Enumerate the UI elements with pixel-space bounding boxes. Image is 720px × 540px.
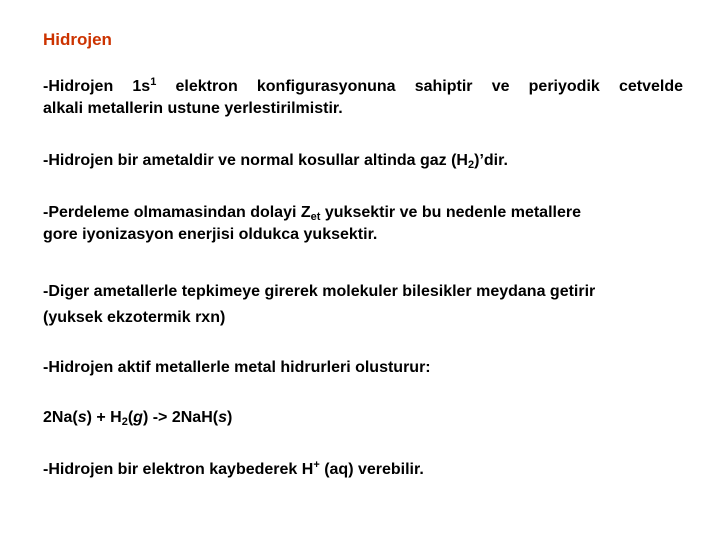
subscript: 2 bbox=[121, 416, 128, 428]
text: yuksektir ve bu nedenle metallere bbox=[320, 204, 581, 221]
line bbox=[43, 76, 683, 98]
subscript: et bbox=[310, 211, 321, 223]
paragraph-nonmetal bbox=[43, 150, 683, 172]
paragraph-hydrogen-config bbox=[43, 76, 683, 120]
text: 2Na( bbox=[43, 409, 78, 426]
state-symbol: g bbox=[133, 409, 143, 426]
text: )’dir. bbox=[474, 152, 508, 169]
line bbox=[43, 202, 683, 224]
text: -Hidrojen bir ametaldir ve normal kosullar altinda gaz (H bbox=[43, 152, 468, 169]
text: -Perdeleme olmamasindan dolayi Z bbox=[43, 204, 311, 221]
slide-title: Hidrojen bbox=[43, 30, 112, 49]
text: elektron konfigurasyonuna sahiptir ve periyodik cetvelde bbox=[156, 78, 683, 95]
line: (yuksek ekzotermik rxn) bbox=[43, 309, 226, 326]
text: (aq) verebilir. bbox=[319, 461, 424, 478]
subscript: 2 bbox=[467, 159, 475, 171]
line: alkali metallerin ustune yerlestirilmistir. bbox=[43, 100, 343, 117]
paragraph-shielding bbox=[43, 202, 683, 246]
state-symbol: s bbox=[77, 409, 87, 426]
superscript: + bbox=[313, 459, 320, 471]
text: -Hidrojen 1s bbox=[43, 78, 151, 95]
line: gore iyonizasyon enerjisi oldukca yuksektir. bbox=[43, 226, 378, 243]
text: ) + H bbox=[86, 409, 122, 426]
text: ) bbox=[226, 409, 233, 426]
reaction-equation bbox=[43, 407, 683, 429]
paragraph-electron-loss bbox=[43, 459, 683, 481]
superscript: 1 bbox=[150, 76, 157, 88]
text: -Hidrojen bir elektron kaybederek H bbox=[43, 461, 314, 478]
state-symbol: s bbox=[218, 409, 227, 426]
line: -Diger ametallerle tepkimeye girerek molekuler bilesikler meydana getirir bbox=[43, 283, 596, 300]
text: ) -> 2NaH( bbox=[142, 409, 219, 426]
paragraph-hydrides: -Hidrojen aktif metallerle metal hidrurleri olusturur: bbox=[43, 359, 431, 376]
paragraph-molecular-compounds bbox=[43, 279, 683, 331]
text: ( bbox=[127, 409, 134, 426]
